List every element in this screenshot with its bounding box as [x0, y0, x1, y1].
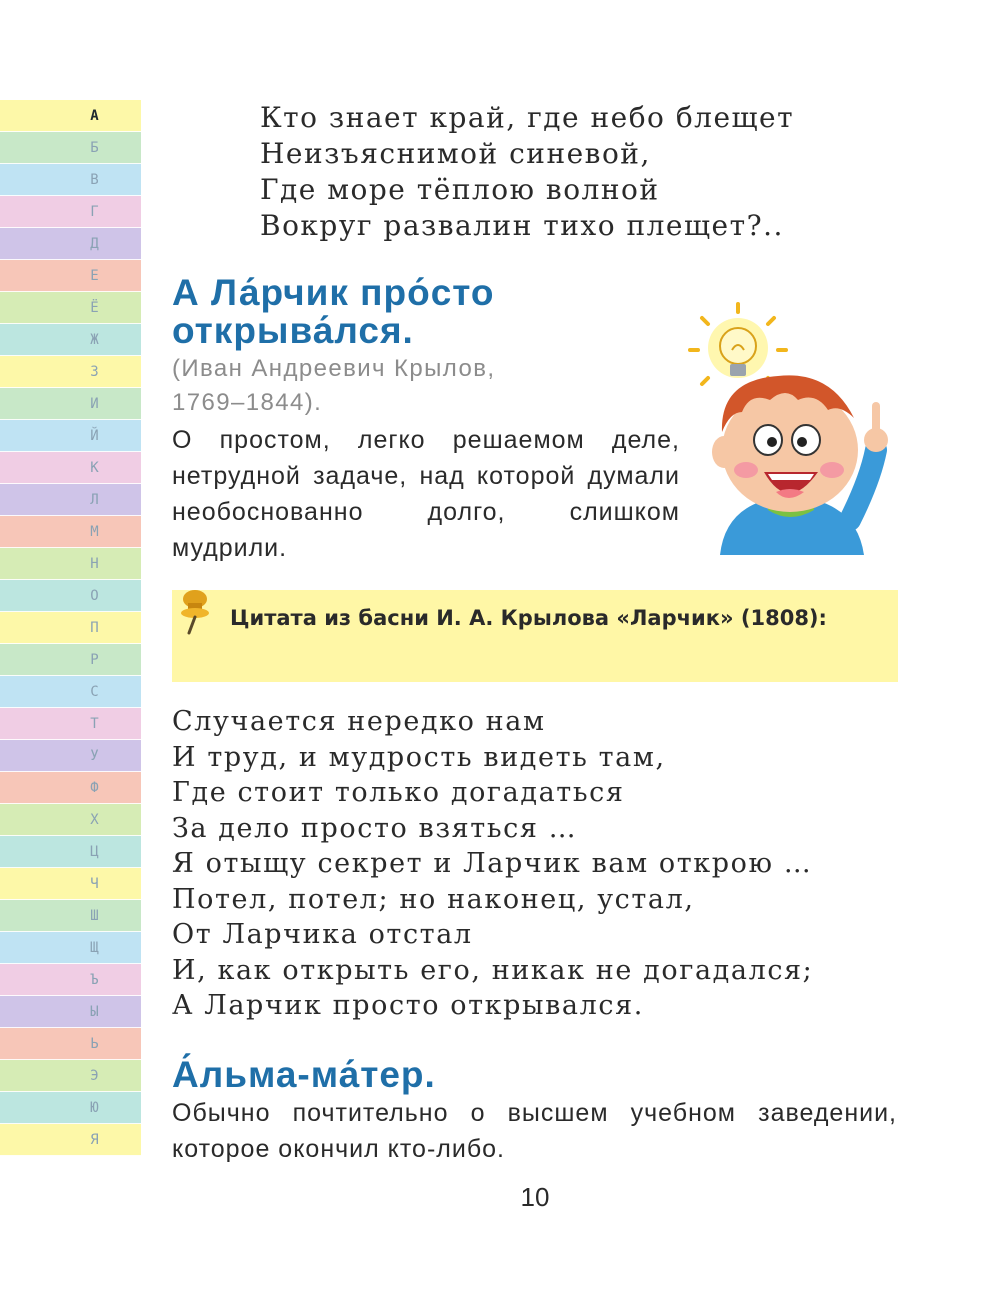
alphabet-letter-tab: Ш: [0, 900, 141, 932]
pushpin-icon: [175, 587, 215, 635]
verse-line: Где стоит только догадаться: [172, 777, 625, 808]
alphabet-letter-tab: Ф: [0, 772, 141, 804]
alphabet-letter-tab: А: [0, 100, 141, 132]
alphabet-index: [0, 100, 141, 1156]
verse-line: И труд, и мудрость видеть там,: [172, 741, 666, 773]
verse-line: Я отыщу секрет и Ларчик вам открою …: [172, 848, 813, 879]
alphabet-letter-tab: Е: [0, 260, 141, 292]
verse-line: Кто знает край, где небо блещет: [260, 101, 795, 134]
verse-line: Вокруг развалин тихо плещет?..: [260, 209, 784, 242]
entry-definition: О простом, легко решаемом деле, нетрудной задаче, над которой думали необоснованно долго, слишком мудрили.: [172, 426, 680, 562]
alphabet-letter-tab: О: [0, 580, 141, 612]
alphabet-letter-tab: Э: [0, 1060, 141, 1092]
lightbulb-icon: [690, 304, 786, 384]
entry-author: [172, 352, 572, 420]
alphabet-letter-tab: З: [0, 356, 141, 388]
alphabet-letter-tab: К: [0, 452, 141, 484]
alphabet-letter-tab: Т: [0, 708, 141, 740]
alphabet-letter-tab: Н: [0, 548, 141, 580]
alphabet-letter-tab: Л: [0, 484, 141, 516]
alphabet-letter-tab: С: [0, 676, 141, 708]
epigraph-verse: [260, 100, 794, 244]
entry-title-line: открыва́лся.: [172, 310, 414, 351]
quote-callout: [172, 590, 898, 682]
author-line: 1769–1844).: [172, 389, 323, 416]
alphabet-letter-tab: Р: [0, 644, 141, 676]
alphabet-letter-tab: Ж: [0, 324, 141, 356]
alphabet-letter-tab: М: [0, 516, 141, 548]
alphabet-letter-tab: Г: [0, 196, 141, 228]
verse-line: А Ларчик просто открывался.: [172, 990, 644, 1021]
verse-line: И, как открыть его, никак не догадался;: [172, 954, 814, 986]
alphabet-letter-tab: П: [0, 612, 141, 644]
verse-line: Неизъяснимой синевой,: [260, 137, 651, 170]
author-line: (Иван Андреевич Крылов,: [172, 355, 496, 382]
alphabet-letter-tab: Х: [0, 804, 141, 836]
alphabet-letter-tab: Ь: [0, 1028, 141, 1060]
alphabet-letter-tab: Ч: [0, 868, 141, 900]
alphabet-letter-tab: Щ: [0, 932, 141, 964]
entry-definition: Обычно почтительно о высшем учебном заведении, которое окончил кто-либо.: [172, 1099, 897, 1163]
alphabet-letter-tab: Ю: [0, 1092, 141, 1124]
alphabet-letter-tab: У: [0, 740, 141, 772]
page-number: 10: [520, 1182, 550, 1212]
alphabet-letter-tab: Ц: [0, 836, 141, 868]
boy-with-lightbulb-illustration: [680, 300, 900, 555]
quote-callout-text: Цитата из басни И. А. Крылова «Ларчик» (1808):: [230, 606, 827, 630]
alphabet-letter-tab: Я: [0, 1124, 141, 1156]
alphabet-letter-tab: Б: [0, 132, 141, 164]
verse-line: За дело просто взяться …: [172, 812, 578, 844]
alphabet-letter-tab: Ё: [0, 292, 141, 324]
entry-title-line: А Ла́рчик про́сто: [172, 272, 495, 313]
alphabet-letter-tab: Ы: [0, 996, 141, 1028]
verse-line: Случается нередко нам: [172, 706, 546, 737]
verse-line: Где море тёплою волной: [260, 173, 660, 206]
alphabet-letter-tab: И: [0, 388, 141, 420]
verse-line: Потел, потел; но наконец, устал,: [172, 883, 695, 915]
alphabet-letter-tab: Й: [0, 420, 141, 452]
alphabet-letter-tab: В: [0, 164, 141, 196]
entry-title: [172, 274, 495, 350]
entry-title: А́льма-ма́тер.: [172, 1054, 436, 1095]
alphabet-letter-tab: Д: [0, 228, 141, 260]
verse-line: От Ларчика отстал: [172, 919, 473, 950]
fable-verse: [172, 704, 813, 1024]
alphabet-letter-tab: Ъ: [0, 964, 141, 996]
